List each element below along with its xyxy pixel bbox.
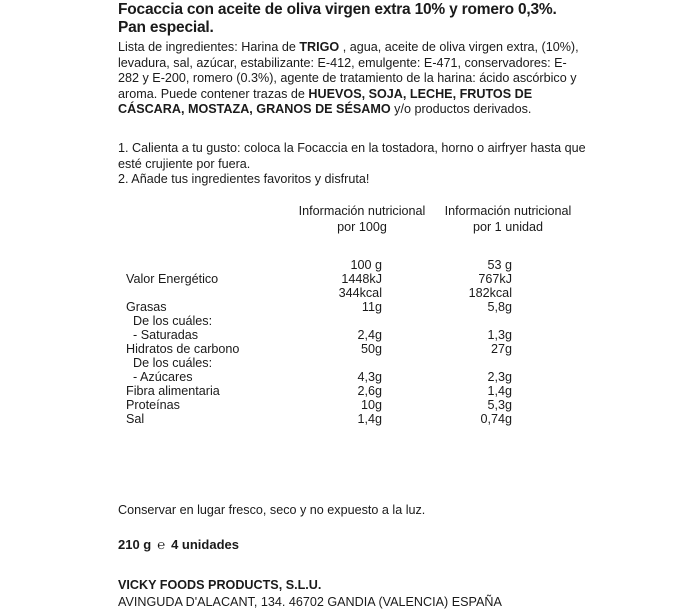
value-per-100g: 50g xyxy=(360,342,382,356)
value-per-unit: 53 g xyxy=(487,258,512,272)
storage-instructions: Conservar en lugar fresco, seco y no expuesto a la luz. xyxy=(118,503,426,517)
nutrient-label: - Saturadas xyxy=(126,328,199,342)
value-per-100g: 11g xyxy=(361,300,382,314)
value-per-unit: 0,74g xyxy=(480,412,512,426)
nutrient-label: - Azúcares xyxy=(126,370,193,384)
value-per-100g: 2,4g xyxy=(357,328,382,342)
value-per-100g: 10g xyxy=(360,398,382,412)
nutrition-header-per-100g: Información nutricional por 100g xyxy=(298,204,426,234)
nutrition-row xyxy=(0,412,700,427)
nutrition-row xyxy=(0,286,700,301)
ingredients-text: Lista de ingredientes: Harina de xyxy=(118,40,300,54)
company-address: AVINGUDA D'ALACANT, 134. 46702 GANDIA (VALENCIA) ESPAÑA xyxy=(118,595,502,609)
ingredients-text: y/o productos derivados. xyxy=(390,102,532,116)
product-title: Focaccia con aceite de oliva virgen extra 10% y romero 0,3%. Pan especial. xyxy=(118,1,557,36)
nutrition-row xyxy=(0,398,700,413)
instruction-step: 1. Calienta a tu gusto: coloca la Focaccia en la tostadora, horno o airfryer hasta que esté crujiente por fuera. xyxy=(118,141,586,171)
nutrition-row xyxy=(0,300,700,315)
value-per-100g: 4,3g xyxy=(357,370,382,384)
company-name: VICKY FOODS PRODUCTS, S.L.U. xyxy=(118,578,322,592)
value-per-unit: 182kcal xyxy=(468,286,512,300)
nutrition-row xyxy=(0,258,700,273)
net-weight xyxy=(118,537,245,552)
value-per-unit: 27g xyxy=(490,342,512,356)
value-per-unit: 2,3g xyxy=(487,370,512,384)
value-per-100g: 2,6g xyxy=(357,384,382,398)
nutrition-row xyxy=(0,384,700,399)
value-per-unit: 5,8g xyxy=(487,300,512,314)
nutrition-row xyxy=(0,370,700,385)
allergen-traces: HUEVOS, SOJA, LECHE, FRUTOS DE CÁSCARA, MOSTAZA, GRANOS DE SÉSAMO xyxy=(118,86,533,116)
value-per-100g: 100 g xyxy=(350,258,382,272)
nutrition-row xyxy=(0,342,700,357)
nutrient-label: Hidratos de carbono xyxy=(126,342,240,356)
value-per-100g: 344kcal xyxy=(338,286,382,300)
instruction-step: 2. Añade tus ingredientes favoritos y disfruta! xyxy=(118,172,370,186)
value-per-unit: 1,4g xyxy=(487,384,512,398)
company-info xyxy=(118,577,502,611)
nutrition-row xyxy=(0,272,700,287)
allergen-wheat: TRIGO xyxy=(299,40,340,54)
nutrition-header-per-unit: Información nutricional por 1 unidad xyxy=(444,204,572,234)
nutrient-label: Grasas xyxy=(126,300,167,314)
nutrition-row xyxy=(0,314,700,329)
nutrient-label: Sal xyxy=(126,412,145,426)
value-per-unit: 1,3g xyxy=(487,328,512,342)
unit-count: 4 unidades xyxy=(171,537,239,552)
value-per-100g: 1,4g xyxy=(357,412,382,426)
ingredients-text: , agua, aceite de oliva virgen extra, (10%), levadura, sal, azúcar, estabilizante: E-412, emulgente: E-471, conservadores: E-282 y E-200, romero (0.3%), agente de tratamiento de la harina: ácido ascórbico y aroma. Puede contener trazas de xyxy=(118,40,579,101)
value-per-100g: 1448kJ xyxy=(341,272,382,286)
weight-value: 210 g xyxy=(118,537,152,552)
nutrient-label: De los cuáles: xyxy=(126,314,213,328)
nutrient-label: De los cuáles: xyxy=(126,356,213,370)
nutrient-label: Valor Energético xyxy=(126,272,219,286)
nutrition-row xyxy=(0,328,700,343)
nutrient-label: Proteínas xyxy=(126,398,180,412)
nutrition-row xyxy=(0,356,700,371)
nutrient-label: Fibra alimentaria xyxy=(126,384,220,398)
value-per-unit: 767kJ xyxy=(478,272,512,286)
value-per-unit: 5,3g xyxy=(487,398,512,412)
estimated-sign-icon: ℮ xyxy=(157,537,166,552)
